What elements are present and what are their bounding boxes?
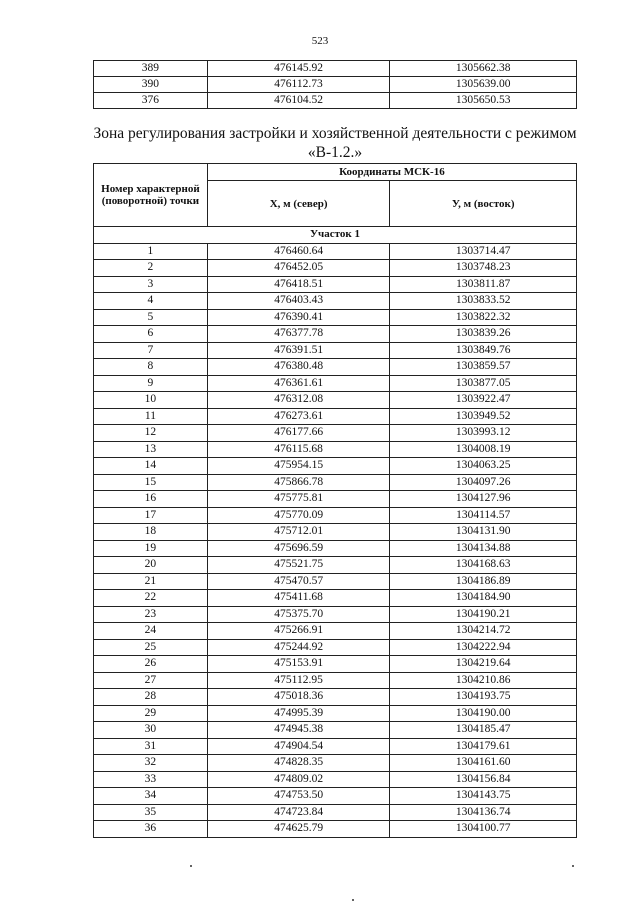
table-row [94,260,577,277]
point-number-cell: 34 [94,788,208,805]
y-coordinate-cell: 1304190.21 [390,606,577,623]
table-header [94,164,577,227]
point-number-cell: 19 [94,540,208,557]
x-coordinate-cell: 474753.50 [207,788,390,805]
x-coordinate-cell: 476391.51 [207,342,390,359]
y-coordinate-cell: 1303922.47 [390,392,577,409]
y-coordinate-cell: 1304168.63 [390,557,577,574]
continuation-table [93,60,577,109]
table-row [94,441,577,458]
table-row [94,804,577,821]
table-row [94,573,577,590]
y-coordinate-cell: 1304186.89 [390,573,577,590]
y-coordinate-cell: 1303949.52 [390,408,577,425]
point-number-cell: 5 [94,309,208,326]
x-coordinate-cell: 476361.61 [207,375,390,392]
point-number-cell: 36 [94,821,208,838]
table-row [94,61,577,77]
x-coordinate-cell: 475954.15 [207,458,390,475]
y-coordinate-cell: 1304185.47 [390,722,577,739]
x-coordinate-cell: 476418.51 [207,276,390,293]
table-row [94,425,577,442]
y-coordinate-cell: 1303839.26 [390,326,577,343]
y-coordinate-cell: 1304219.64 [390,656,577,673]
x-coordinate-cell: 474625.79 [207,821,390,838]
y-coordinate-cell: 1305650.53 [390,93,577,109]
table-row [94,705,577,722]
x-coordinate-cell: 476452.05 [207,260,390,277]
x-coordinate-cell: 474995.39 [207,705,390,722]
x-coordinate-cell: 475470.57 [207,573,390,590]
table-row [94,672,577,689]
table-row [94,392,577,409]
table-row [94,639,577,656]
point-number-cell: 23 [94,606,208,623]
y-coordinate-cell: 1303811.87 [390,276,577,293]
table-row [94,557,577,574]
x-coordinate-cell: 476177.66 [207,425,390,442]
table-row [94,375,577,392]
x-coordinate-cell: 475411.68 [207,590,390,607]
table-row [94,689,577,706]
point-number-cell: 17 [94,507,208,524]
point-number-cell: 21 [94,573,208,590]
x-coordinate-cell: 476115.68 [207,441,390,458]
y-coordinate-cell: 1304063.25 [390,458,577,475]
point-number-cell: 2 [94,260,208,277]
table-row [94,243,577,260]
table-row [94,656,577,673]
point-number-cell: 30 [94,722,208,739]
x-coordinate-cell: 475712.01 [207,524,390,541]
x-coordinate-cell: 476403.43 [207,293,390,310]
y-coordinate-cell: 1304143.75 [390,788,577,805]
page-number: 523 [311,35,329,47]
table-row [94,821,577,838]
point-number-cell: 389 [94,61,208,77]
section-title: Зона регулирования застройки и хозяйственной деятельности с режимом «В-1.2.» [93,125,577,161]
point-number-cell: 26 [94,656,208,673]
x-coordinate-cell: 475266.91 [207,623,390,640]
table-row [94,276,577,293]
point-number-cell: 12 [94,425,208,442]
x-coordinate-cell: 476273.61 [207,408,390,425]
x-coordinate-cell: 476112.73 [207,77,390,93]
y-coordinate-cell: 1304179.61 [390,738,577,755]
point-number-cell: 18 [94,524,208,541]
point-number-cell: 15 [94,474,208,491]
y-coordinate-cell: 1303859.57 [390,359,577,376]
x-coordinate-cell: 475521.75 [207,557,390,574]
table-row [94,623,577,640]
x-coordinate-cell: 476104.52 [207,93,390,109]
table-row [94,788,577,805]
y-coordinate-cell: 1304190.00 [390,705,577,722]
point-number-cell: 3 [94,276,208,293]
y-coordinate-cell: 1304184.90 [390,590,577,607]
x-coordinate-cell: 475244.92 [207,639,390,656]
table-row [94,408,577,425]
point-number-cell: 29 [94,705,208,722]
y-coordinate-cell: 1304210.86 [390,672,577,689]
y-coordinate-cell: 1304136.74 [390,804,577,821]
point-number-cell: 9 [94,375,208,392]
table-row [94,606,577,623]
x-coordinate-cell: 476380.48 [207,359,390,376]
table-row [94,326,577,343]
table-row [94,722,577,739]
y-coordinate-cell: 1304222.94 [390,639,577,656]
y-coordinate-cell: 1303822.32 [390,309,577,326]
table-row [94,474,577,491]
scan-dot [572,865,574,867]
point-number-cell: 13 [94,441,208,458]
y-coordinate-cell: 1304131.90 [390,524,577,541]
x-coordinate-cell: 475866.78 [207,474,390,491]
header-y: У, м (восток) [390,181,577,227]
point-number-cell: 16 [94,491,208,508]
header-coordinates: Координаты МСК-16 [207,164,576,181]
y-coordinate-cell: 1304214.72 [390,623,577,640]
table-row [94,458,577,475]
table-row [94,507,577,524]
x-coordinate-cell: 475018.36 [207,689,390,706]
point-number-cell: 11 [94,408,208,425]
x-coordinate-cell: 475696.59 [207,540,390,557]
scan-dot [190,865,192,867]
scan-dot [352,899,354,901]
point-number-cell: 27 [94,672,208,689]
y-coordinate-cell: 1304156.84 [390,771,577,788]
x-coordinate-cell: 474945.38 [207,722,390,739]
table-row [94,771,577,788]
x-coordinate-cell: 475770.09 [207,507,390,524]
y-coordinate-cell: 1305639.00 [390,77,577,93]
x-coordinate-cell: 476390.41 [207,309,390,326]
point-number-cell: 7 [94,342,208,359]
y-coordinate-cell: 1305662.38 [390,61,577,77]
point-number-cell: 14 [94,458,208,475]
table-row [94,738,577,755]
y-coordinate-cell: 1304134.88 [390,540,577,557]
coordinates-table [93,163,577,838]
x-coordinate-cell: 475775.81 [207,491,390,508]
y-coordinate-cell: 1304114.57 [390,507,577,524]
table-body [94,227,577,838]
y-coordinate-cell: 1304097.26 [390,474,577,491]
point-number-cell: 4 [94,293,208,310]
table-row [94,540,577,557]
point-number-cell: 390 [94,77,208,93]
table-row [94,524,577,541]
x-coordinate-cell: 475112.95 [207,672,390,689]
point-number-cell: 35 [94,804,208,821]
point-number-cell: 376 [94,93,208,109]
table-row [94,293,577,310]
header-point-number: Номер характерной (поворотной) точки [94,164,208,227]
y-coordinate-cell: 1304193.75 [390,689,577,706]
y-coordinate-cell: 1304008.19 [390,441,577,458]
y-coordinate-cell: 1303748.23 [390,260,577,277]
point-number-cell: 1 [94,243,208,260]
x-coordinate-cell: 475153.91 [207,656,390,673]
x-coordinate-cell: 474828.35 [207,755,390,772]
point-number-cell: 6 [94,326,208,343]
continuation-table-body [94,61,577,109]
x-coordinate-cell: 474904.54 [207,738,390,755]
y-coordinate-cell: 1303877.05 [390,375,577,392]
header-x: X, м (север) [207,181,390,227]
table-row [94,491,577,508]
table-row [94,590,577,607]
point-number-cell: 10 [94,392,208,409]
y-coordinate-cell: 1304161.60 [390,755,577,772]
point-number-cell: 20 [94,557,208,574]
point-number-cell: 32 [94,755,208,772]
point-number-cell: 8 [94,359,208,376]
point-number-cell: 22 [94,590,208,607]
x-coordinate-cell: 476145.92 [207,61,390,77]
x-coordinate-cell: 474723.84 [207,804,390,821]
x-coordinate-cell: 476460.64 [207,243,390,260]
point-number-cell: 31 [94,738,208,755]
point-number-cell: 24 [94,623,208,640]
table-row [94,359,577,376]
table-row [94,755,577,772]
table-row [94,77,577,93]
point-number-cell: 33 [94,771,208,788]
y-coordinate-cell: 1304100.77 [390,821,577,838]
table-row [94,342,577,359]
y-coordinate-cell: 1303993.12 [390,425,577,442]
x-coordinate-cell: 474809.02 [207,771,390,788]
x-coordinate-cell: 476312.08 [207,392,390,409]
parcel-label: Участок 1 [94,227,577,244]
point-number-cell: 25 [94,639,208,656]
y-coordinate-cell: 1303849.76 [390,342,577,359]
table-row [94,309,577,326]
y-coordinate-cell: 1304127.96 [390,491,577,508]
table-row [94,93,577,109]
point-number-cell: 28 [94,689,208,706]
x-coordinate-cell: 476377.78 [207,326,390,343]
x-coordinate-cell: 475375.70 [207,606,390,623]
y-coordinate-cell: 1303833.52 [390,293,577,310]
y-coordinate-cell: 1303714.47 [390,243,577,260]
